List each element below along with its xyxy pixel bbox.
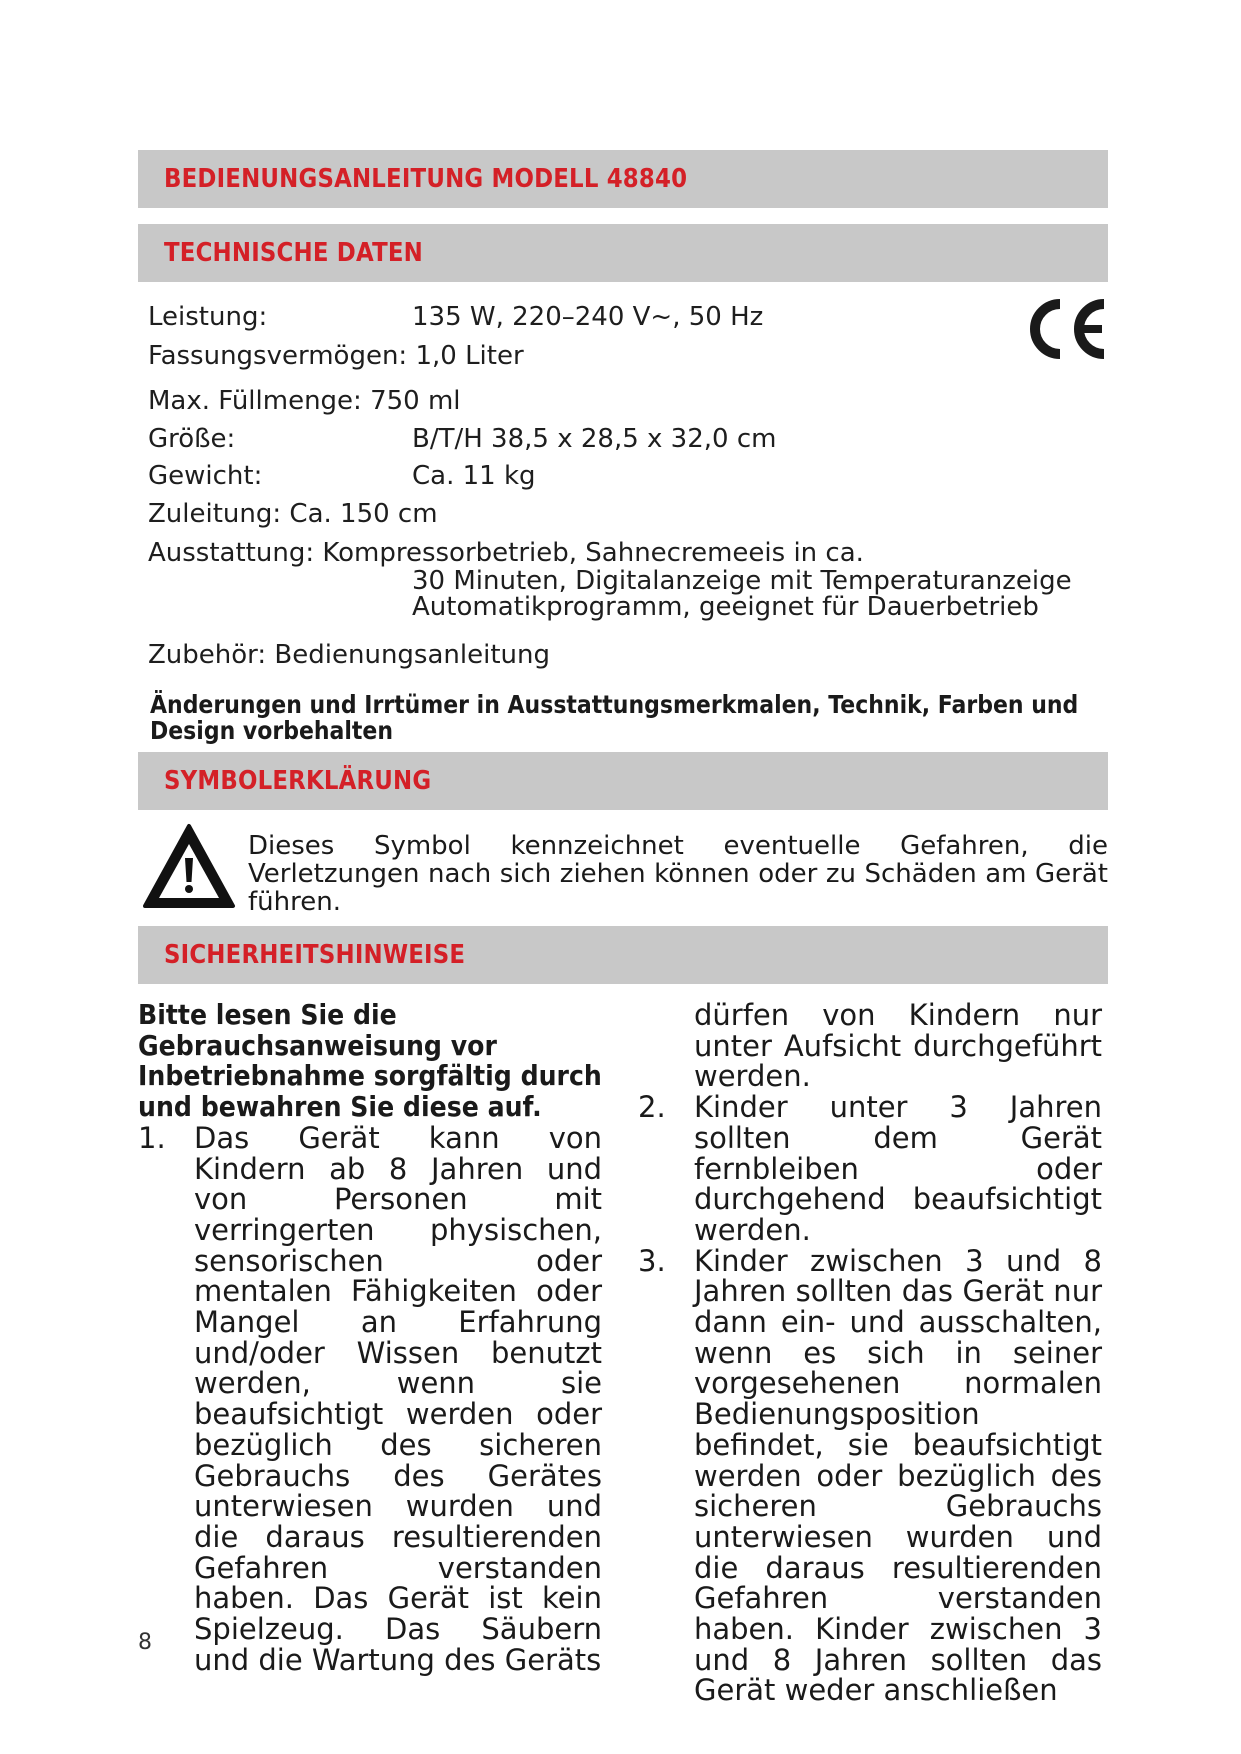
spec-zubehoer: Zubehör: Bedienungsanleitung	[148, 640, 550, 670]
spec-fassung: Fassungsvermögen: 1,0 Liter	[148, 341, 524, 371]
tech-heading: TECHNISCHE DATEN	[164, 238, 423, 268]
safety-item-1-number: 1.	[138, 1120, 166, 1155]
spec-leistung-value: 135 W, 220–240 V~, 50 Hz	[412, 302, 764, 332]
spec-ausstattung-2: 30 Minuten, Digitalanzeige mit Temperaturanzeige	[412, 566, 1072, 596]
spec-groesse-label: Größe:	[148, 424, 236, 454]
symbols-heading: SYMBOLERKLÄRUNG	[164, 766, 432, 796]
spec-gewicht-label: Gewicht:	[148, 461, 263, 491]
safety-item-2-number: 2.	[638, 1090, 666, 1125]
safety-intro: Bitte lesen Sie die Gebrauchsanweisung vor Inbetriebnahme sorgfältig durch und bewahren Sie diese auf.	[138, 998, 602, 1124]
spec-ausstattung-1: Ausstattung: Kompressorbetrieb, Sahnecremeeis in ca.	[148, 538, 864, 568]
safety-item-3-number: 3.	[638, 1243, 666, 1278]
header-bar-title	[138, 150, 1108, 208]
page-number: 8	[138, 1630, 152, 1655]
safety-heading: SICHERHEITSHINWEISE	[164, 940, 466, 970]
spec-leistung-label: Leistung:	[148, 302, 268, 332]
safety-item-2-text: Kinder unter 3 Jahren sollten dem Gerät fernbleiben oder durchgehend beaufsichtigt werden.	[694, 1090, 1102, 1247]
safety-item-1	[138, 1120, 602, 1677]
header-bar-safety	[138, 926, 1108, 984]
warning-triangle-icon	[142, 822, 236, 910]
spec-groesse-value: B/T/H 38,5 x 28,5 x 32,0 cm	[412, 424, 777, 454]
spec-fuellmenge: Max. Füllmenge: 750 ml	[148, 386, 461, 416]
safety-column-left	[138, 1000, 602, 1675]
symbol-explanation: Dieses Symbol kennzeichnet eventuelle Gefahren, die Verletzungen nach sich ziehen können oder zu Schäden am Gerät führen.	[248, 831, 1108, 917]
header-bar-symbols	[138, 752, 1108, 810]
header-bar-tech	[138, 224, 1108, 282]
spec-zuleitung: Zuleitung: Ca. 150 cm	[148, 499, 438, 529]
safety-item-3	[638, 1243, 1102, 1708]
safety-item-1-text: Das Gerät kann von Kindern ab 8 Jahren und von Personen mit verringerten physischen, sensorischen oder mentalen Fähigkeiten oder Mangel an Erfahrung und/oder Wissen benutzt werden, wenn sie beaufsichtigt werden oder bezüglich des sicheren Gebrauchs des Gerätes unterwiesen wurden und die daraus resultierenden Gefahren verstanden haben. Das Gerät ist kein Spielzeug. Das Säubern und die Wartung des Geräts	[194, 1120, 602, 1677]
spec-gewicht-value: Ca. 11 kg	[412, 461, 536, 491]
manual-title: BEDIENUNGSANLEITUNG MODELL 48840	[164, 164, 688, 194]
safety-item-2	[638, 1092, 1102, 1246]
safety-column-right	[638, 1000, 1102, 1706]
ce-mark-icon	[1024, 296, 1108, 362]
safety-item-1-continued: dürfen von Kindern nur unter Aufsicht durchgeführt werden.	[694, 998, 1102, 1094]
safety-item-3-text: Kinder zwischen 3 und 8 Jahren sollten das Gerät nur dann ein- und ausschalten, wenn es sich in seiner vorgesehenen normalen Bedienungsposition befindet, sie beaufsichtigt werden oder bezüglich des sicheren Gebrauchs unterwiesen wurden und die daraus resultierenden Gefahren verstanden haben. Kinder zwischen 3 und 8 Jahren sollten das Gerät weder anschließen	[694, 1243, 1102, 1708]
spec-ausstattung-3: Automatikprogramm, geeignet für Dauerbetrieb	[412, 592, 1039, 622]
disclaimer-note: Änderungen und Irrtümer in Ausstattungsmerkmalen, Technik, Farben und Design vorbehalten	[150, 690, 1079, 745]
